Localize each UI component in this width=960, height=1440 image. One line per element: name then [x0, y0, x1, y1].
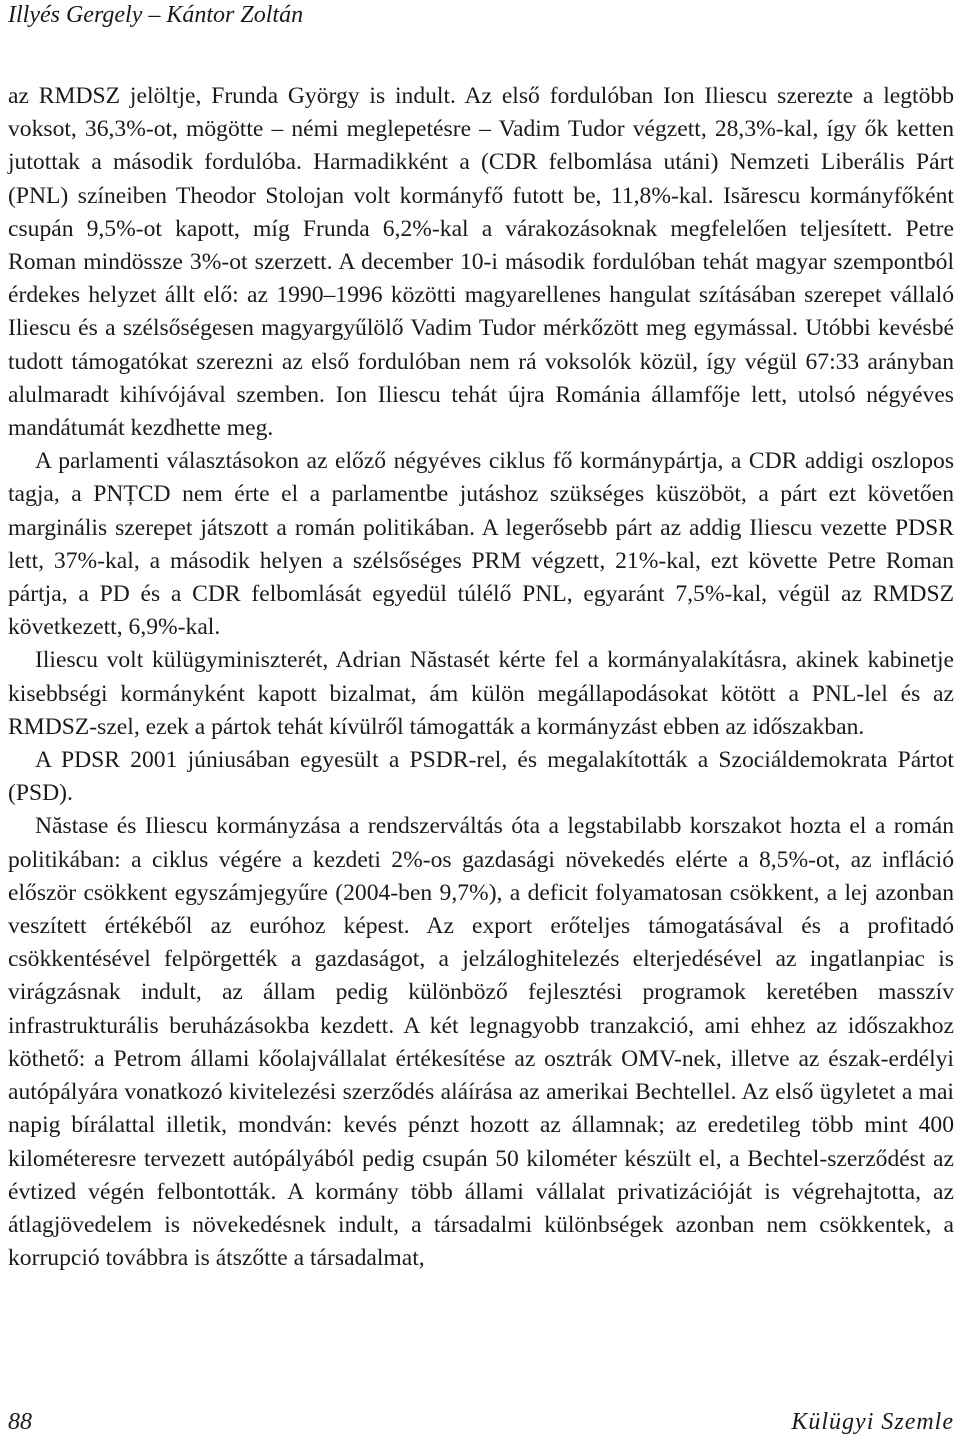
paragraph: Năstase és Iliescu kormányzása a rendszerváltás óta a legstabilabb korszakot hozta el a román politikában: a ciklus végére a kezdeti 2%-os gazdasági növekedés elérte a 8,5%-ot, az infláció először csökkent egyszámjegyűre (2004-ben 9,7%), a deficit folyamatosan csökkent, a lej azonban veszített értékéből az euróhoz képest. Az export erőteljes támogatásával és a profitadó csökkentésével felpörgették a gazdaságot, a jelzáloghitelezés elterjedésével az ingatlanpiac is virágzásnak indult, az állam pedig különböző fejlesztési programok keretében masszív infrastrukturális beruházásokba kezdett. A két legnagyobb tranzakció, ami ehhez az időszakhoz köthető: a Petrom állami kőolajvállalat értékesítése az osztrák OMV-nek, illetve az észak-erdélyi autópályára vonatkozó kivitelezési szerződés aláírása az amerikai Bechtellel. Az első ügyletet a mai napig bírálattal illetik, mondván: kevés pénzt hozott az államnak; az eredetileg több mint 400 kilométeresre tervezett autópályából pedig csupán 50 kilométer készült el, a Bechtel-szerződést az évtized végén felbontották. A kormány több állami vállalat privatizációját is végrehajtotta, az átlagjövedelem is növekedésnek indult, a társadalmi különbségek azonban nem csökkentek, a korrupció továbbra is átszőtte a társadalmat, [8, 813, 954, 1272]
paragraph: A parlamenti választásokon az előző négyéves ciklus fő kormánypártja, a CDR addigi oszlopos tagja, a PNȚCD nem érte el a parlamentbe jutáshoz szükséges küszöböt, a párt ezt követően marginális szerepet játszott a román politikában. A legerősebb párt az addig Iliescu vezette PDSR lett, 37%-kal, a második helyen a szélsőséges PRM végzett, 21%-kal, ezt követte Petre Roman pártja, a PD és a CDR felbomlását egyedül túlélő PNL, egyaránt 7,5%-kal, végül az RMDSZ következett, 6,9%-kal. [8, 448, 954, 641]
paragraph: az RMDSZ jelöltje, Frunda György is indult. Az első fordulóban Ion Iliescu szerezte a legtöbb voksot, 36,3%-ot, mögötte – némi meglepetésre – Vadim Tudor végzett, 28,3%-kal, így ők ketten jutottak a második fordulóba. Harmadikként a (CDR felbomlása utáni) Nemzeti Liberális Párt (PNL) színeiben Theodor Stolojan volt kormányfő futott be, 11,8%-kal. Isărescu kormányfőként csupán 9,5%-ot kapott, míg Frunda 6,2%-kal a várakozásoknak megfelelően teljesített. Petre Roman mindössze 3%-ot szerzett. A december 10-i második fordulóban tehát magyar szempontból érdekes helyzet állt elő: az 1990–1996 közötti magyarellenes hangulat szításában szerepet vállaló Iliescu és a szélsőségesen magyargyűlölő Vadim Tudor mérkőzött meg egymással. Utóbbi kevésbé tudott támogatókat szerezni az első fordulóban nem rá voksolók közül, így végül 67:33 arányban alulmaradt kihívójával szemben. Ion Iliescu tehát újra Románia államfője lett, utolsó négyéves mandátumát kezdhette meg. [8, 83, 954, 442]
article-body [8, 80, 954, 1275]
journal-name: Külügyi Szemle [791, 1409, 954, 1435]
running-title: Illyés Gergely – Kántor Zoltán [8, 2, 304, 28]
paragraph: A PDSR 2001 júniusában egyesült a PSDR-rel, és megalakították a Szociáldemokrata Pártot (PSD). [8, 747, 954, 807]
paragraph: Iliescu volt külügyminiszterét, Adrian Năstasét kérte fel a kormányalakításra, akinek kabinetje kisebbségi kormányként kapott bizalmat, ám külön megállapodásokat kötött a PNL-lel és az RMDSZ-szel, ezek a pártok tehát kívülről támogatták a kormányzást ebben az időszakban. [8, 647, 954, 740]
page-number: 88 [8, 1409, 32, 1435]
